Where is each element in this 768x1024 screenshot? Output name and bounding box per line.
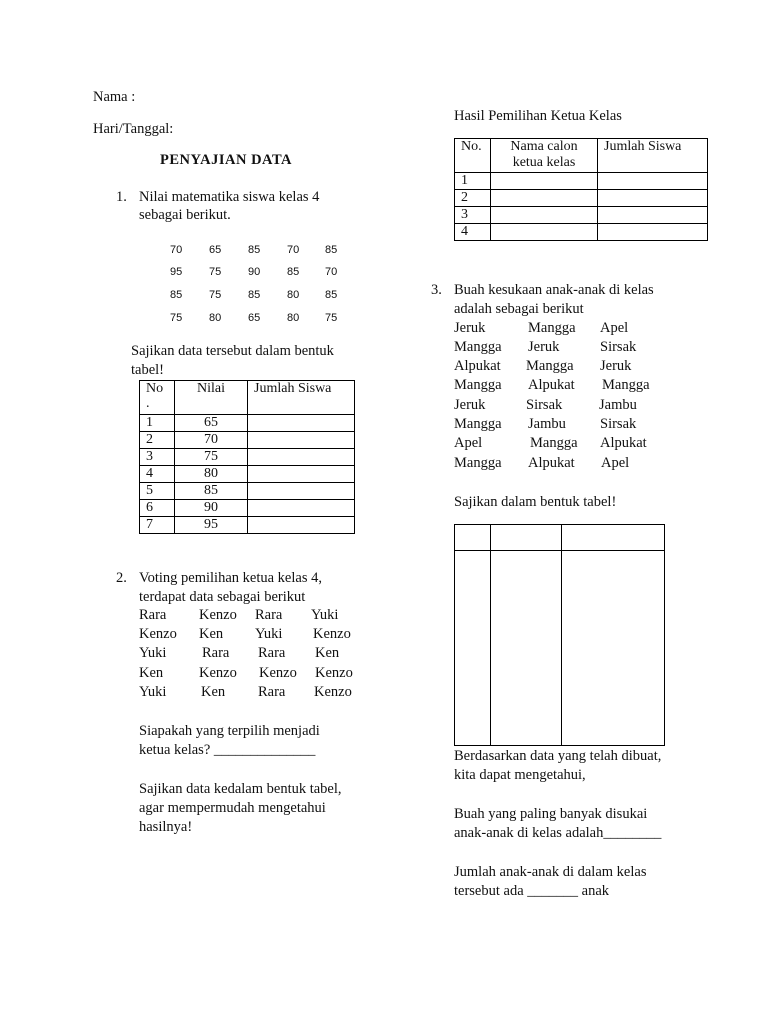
- vote-name: Kenzo: [313, 626, 351, 642]
- q1-cell-nilai: 65: [175, 415, 248, 432]
- q1-value: 85: [325, 244, 338, 256]
- q2-instruction-3: hasilnya!: [139, 819, 193, 835]
- fruit-name: Mangga: [602, 377, 650, 393]
- q1-value: 65: [209, 244, 222, 256]
- q1-instruction-2: tabel!: [131, 362, 165, 378]
- table-row: [140, 466, 355, 483]
- q1-cell-jumlah[interactable]: [248, 500, 355, 517]
- fruit-name: Alpukat: [528, 455, 575, 471]
- result-table: [454, 138, 708, 241]
- result-cell-no: 1: [455, 173, 491, 190]
- q1-value: 90: [248, 266, 261, 278]
- q3-favorite-answer[interactable]: anak-anak di kelas adalah________: [454, 825, 662, 841]
- q1-value: 75: [325, 312, 338, 324]
- vote-name: Kenzo: [199, 607, 237, 623]
- table-row: [455, 173, 708, 190]
- page-title: PENYAJIAN DATA: [160, 152, 293, 168]
- q1-header-no: [140, 381, 175, 415]
- q2-question: Siapakah yang terpilih menjadi: [139, 723, 320, 739]
- q1-value: 85: [248, 244, 261, 256]
- result-header-jumlah: Jumlah Siswa: [598, 139, 708, 173]
- vote-name: Rara: [255, 607, 283, 623]
- vote-name: Kenzo: [315, 665, 353, 681]
- vote-name: Yuki: [139, 684, 167, 700]
- q1-header-nilai: Nilai: [175, 381, 248, 415]
- vote-name: Yuki: [139, 645, 167, 661]
- q1-cell-no: 3: [140, 449, 175, 466]
- vote-name: Rara: [202, 645, 230, 661]
- result-cell-jumlah[interactable]: [598, 190, 708, 207]
- vote-name: Ken: [315, 645, 340, 661]
- fruit-name: Alpukat: [454, 358, 501, 374]
- q1-cell-no: 7: [140, 517, 175, 534]
- table-row: [140, 517, 355, 534]
- result-header-nama-line1: Nama calon: [510, 139, 578, 154]
- table-row: [140, 449, 355, 466]
- q2-line1: Voting pemilihan ketua kelas 4,: [139, 570, 322, 586]
- result-cell-jumlah[interactable]: [598, 207, 708, 224]
- q3-conclusion: Berdasarkan data yang telah dibuat,: [454, 748, 662, 764]
- result-cell-nama[interactable]: [491, 224, 598, 241]
- table-row: [455, 224, 708, 241]
- q1-cell-no: 4: [140, 466, 175, 483]
- q1-cell-jumlah[interactable]: [248, 517, 355, 534]
- q3-line2: adalah sebagai berikut: [454, 301, 584, 317]
- q1-value: 80: [287, 289, 300, 301]
- q1-line1: Nilai matematika siswa kelas 4: [139, 189, 320, 205]
- q1-cell-nilai: 80: [175, 466, 248, 483]
- q3-number: 3.: [431, 282, 442, 298]
- q1-number: 1.: [116, 189, 127, 205]
- q1-value: 75: [170, 312, 183, 324]
- vote-name: Yuki: [311, 607, 339, 623]
- q1-cell-jumlah[interactable]: [248, 432, 355, 449]
- q1-cell-jumlah[interactable]: [248, 466, 355, 483]
- q1-value: 80: [209, 312, 222, 324]
- fruit-name: Jambu: [528, 416, 566, 432]
- q1-value: 85: [325, 289, 338, 301]
- q1-value: 85: [248, 289, 261, 301]
- q1-cell-jumlah[interactable]: [248, 483, 355, 500]
- fruit-name: Alpukat: [528, 377, 575, 393]
- fruit-name: Jeruk: [528, 339, 560, 355]
- q1-header-no-text: No: [146, 381, 164, 396]
- q1-cell-nilai: 90: [175, 500, 248, 517]
- fruit-name: Mangga: [454, 377, 502, 393]
- q1-table-header: [140, 381, 355, 415]
- q1-value: 65: [248, 312, 261, 324]
- fruit-name: Apel: [601, 455, 630, 471]
- result-cell-nama[interactable]: [491, 173, 598, 190]
- table-row: [140, 432, 355, 449]
- result-cell-nama[interactable]: [491, 190, 598, 207]
- q3-table-header-line: [455, 550, 664, 551]
- q3-favorite-question: Buah yang paling banyak disukai: [454, 806, 648, 822]
- q3-count-answer[interactable]: tersebut ada _______ anak: [454, 883, 610, 899]
- fruit-name: Mangga: [454, 416, 502, 432]
- q1-data-grid: [170, 244, 370, 336]
- q1-header-jumlah: Jumlah Siswa: [248, 381, 355, 415]
- fruit-name: Mangga: [454, 339, 502, 355]
- vote-name: Rara: [258, 684, 286, 700]
- fruit-name: Jeruk: [600, 358, 632, 374]
- q1-header-no-dot: .: [146, 396, 150, 411]
- fruit-name: Sirsak: [600, 339, 637, 355]
- q1-cell-nilai: 95: [175, 517, 248, 534]
- vote-name: Ken: [139, 665, 164, 681]
- fruit-name: Mangga: [530, 435, 578, 451]
- result-table-header: [455, 139, 708, 173]
- vote-name: Kenzo: [314, 684, 352, 700]
- q1-cell-no: 2: [140, 432, 175, 449]
- vote-name: Yuki: [255, 626, 283, 642]
- fruit-name: Sirsak: [526, 397, 563, 413]
- result-cell-jumlah[interactable]: [598, 224, 708, 241]
- q2-instruction: Sajikan data kedalam bentuk tabel,: [139, 781, 342, 797]
- q1-value: 75: [209, 289, 222, 301]
- vote-name: Ken: [199, 626, 224, 642]
- table-row: [140, 483, 355, 500]
- nama-label: Nama :: [93, 89, 136, 105]
- q1-value: 75: [209, 266, 222, 278]
- fruit-name: Apel: [600, 320, 629, 336]
- fruit-name: Jeruk: [454, 397, 486, 413]
- result-header-nama: [491, 139, 598, 173]
- result-cell-no: 2: [455, 190, 491, 207]
- q3-table-col-line: [561, 525, 562, 745]
- vote-name: Rara: [139, 607, 167, 623]
- table-row: [140, 500, 355, 517]
- vote-name: Kenzo: [139, 626, 177, 642]
- fruit-name: Apel: [454, 435, 483, 451]
- fruit-name: Jambu: [599, 397, 637, 413]
- q3-conclusion-2: kita dapat mengetahui,: [454, 767, 586, 783]
- q1-cell-no: 6: [140, 500, 175, 517]
- vote-name: Kenzo: [199, 665, 237, 681]
- fruit-name: Mangga: [526, 358, 574, 374]
- fruit-name: Sirsak: [600, 416, 637, 432]
- q1-value: 70: [325, 266, 338, 278]
- q1-cell-nilai: 85: [175, 483, 248, 500]
- q3-line1: Buah kesukaan anak-anak di kelas: [454, 282, 654, 298]
- q2-question-answer[interactable]: ketua kelas? ______________: [139, 742, 316, 758]
- fruit-name: Mangga: [454, 455, 502, 471]
- table-row: [455, 190, 708, 207]
- q3-empty-table[interactable]: [454, 524, 665, 746]
- tanggal-label: Hari/Tanggal:: [93, 121, 174, 137]
- result-title: Hasil Pemilihan Ketua Kelas: [454, 108, 622, 124]
- vote-name: Kenzo: [259, 665, 297, 681]
- q1-table: [139, 380, 355, 534]
- q1-instruction: Sajikan data tersebut dalam bentuk: [131, 343, 334, 359]
- fruit-name: Jeruk: [454, 320, 486, 336]
- result-header-nama-line2: ketua kelas: [512, 155, 576, 170]
- q3-instruction: Sajikan dalam bentuk tabel!: [454, 494, 617, 510]
- q1-cell-no: 5: [140, 483, 175, 500]
- result-cell-no: 3: [455, 207, 491, 224]
- q1-value: 85: [287, 266, 300, 278]
- fruit-name: Alpukat: [600, 435, 647, 451]
- result-cell-no: 4: [455, 224, 491, 241]
- q1-value: 80: [287, 312, 300, 324]
- q1-value: 70: [170, 244, 183, 256]
- q2-line2: terdapat data sebagai berikut: [139, 589, 306, 605]
- q3-count-question: Jumlah anak-anak di dalam kelas: [454, 864, 647, 880]
- q1-line2: sebagai berikut.: [139, 207, 231, 223]
- vote-name: Ken: [201, 684, 226, 700]
- table-row: [140, 415, 355, 432]
- q1-cell-jumlah[interactable]: [248, 415, 355, 432]
- result-cell-nama[interactable]: [491, 207, 598, 224]
- q2-instruction-2: agar mempermudah mengetahui: [139, 800, 326, 816]
- q1-cell-jumlah[interactable]: [248, 449, 355, 466]
- q1-value: 85: [170, 289, 183, 301]
- q1-cell-no: 1: [140, 415, 175, 432]
- q1-cell-nilai: 70: [175, 432, 248, 449]
- q1-cell-nilai: 75: [175, 449, 248, 466]
- result-header-no: No.: [455, 139, 491, 173]
- table-row: [455, 207, 708, 224]
- q1-value: 95: [170, 266, 183, 278]
- q3-table-col-line: [490, 525, 491, 745]
- q2-number: 2.: [116, 570, 127, 586]
- q1-value: 70: [287, 244, 300, 256]
- vote-name: Rara: [258, 645, 286, 661]
- result-cell-jumlah[interactable]: [598, 173, 708, 190]
- fruit-name: Mangga: [528, 320, 576, 336]
